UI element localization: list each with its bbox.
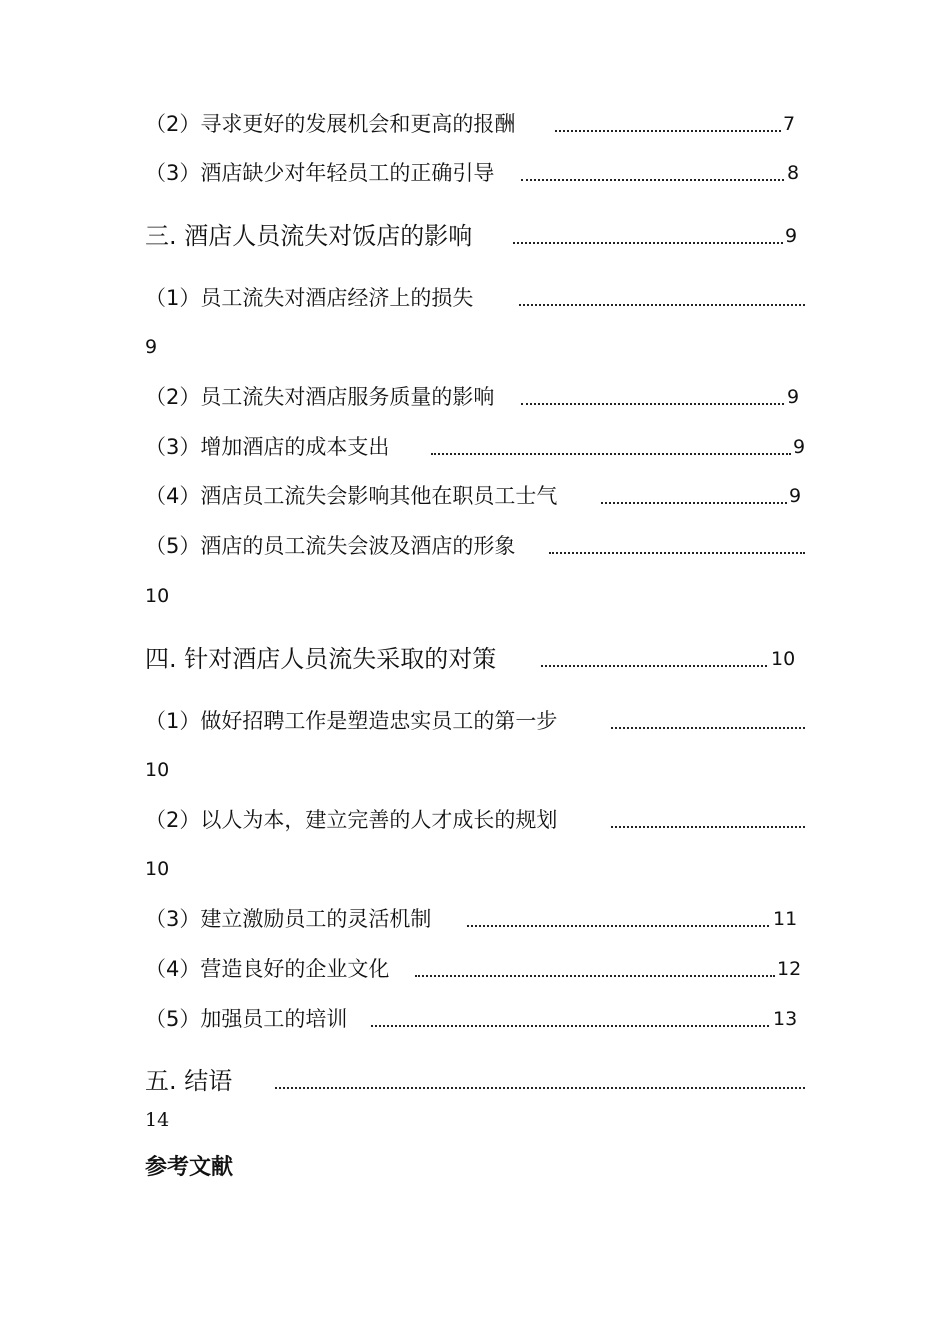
toc-entry-page: 8	[787, 162, 800, 184]
toc-entry[interactable]	[145, 1003, 805, 1035]
toc-entry-label: （3）酒店缺少对年轻员工的正确引导	[145, 161, 495, 185]
toc-entry-label: 三. 酒店人员流失对饭店的影响	[145, 222, 473, 250]
toc-entry[interactable]	[145, 953, 805, 985]
toc-entry[interactable]	[145, 804, 805, 836]
toc-entry-page: 9	[785, 225, 798, 247]
toc-entry-page: 10	[771, 648, 796, 670]
toc-entry-label: （2）以人为本，建立完善的人才成长的规划	[145, 808, 558, 832]
toc-entry[interactable]	[145, 381, 805, 413]
toc-entry-label: （4）营造良好的企业文化	[145, 957, 390, 981]
toc-entry-label: 五. 结语	[145, 1067, 233, 1095]
toc-entry[interactable]	[145, 530, 805, 562]
toc-section-heading[interactable]	[145, 643, 805, 675]
toc-entry-label: （4）酒店员工流失会影响其他在职员工士气	[145, 484, 558, 508]
dot-leader	[431, 453, 791, 455]
toc-entry-label: 四. 针对酒店人员流失采取的对策	[145, 645, 497, 673]
dot-leader	[371, 1025, 769, 1027]
toc-entry-page: 10	[145, 858, 170, 880]
dot-leader	[521, 179, 784, 181]
toc-entry-page: 9	[787, 386, 800, 408]
toc-entry-page: 9	[145, 336, 158, 358]
toc-entry-label: （5）加强员工的培训	[145, 1007, 348, 1031]
toc-entry-label: （1）做好招聘工作是塑造忠实员工的第一步	[145, 709, 558, 733]
toc-entry-page: 9	[789, 485, 802, 507]
toc-section-heading[interactable]	[145, 220, 805, 252]
toc-entry-label: （3）建立激励员工的灵活机制	[145, 907, 432, 931]
toc-entry-page: 12	[777, 958, 802, 980]
dot-leader	[521, 403, 784, 405]
toc-entry[interactable]	[145, 108, 805, 140]
toc-entry-page: 9	[793, 436, 806, 458]
toc-entry-page: 10	[145, 759, 170, 781]
toc-entry-label: （2）寻求更好的发展机会和更高的报酬	[145, 112, 516, 136]
dot-leader	[601, 502, 787, 504]
dot-leader	[611, 727, 805, 729]
toc-entry[interactable]	[145, 431, 810, 463]
toc-entry-label: （3）增加酒店的成本支出	[145, 435, 390, 459]
toc-entry-page: 14	[145, 1109, 170, 1131]
dot-leader	[415, 975, 775, 977]
toc-entry[interactable]	[145, 705, 805, 737]
toc-entry-label: （5）酒店的员工流失会波及酒店的形象	[145, 534, 516, 558]
dot-leader	[541, 665, 767, 667]
dot-leader	[513, 242, 783, 244]
dot-leader	[555, 130, 781, 132]
toc-entry-page: 13	[773, 1008, 798, 1030]
dot-leader	[519, 304, 805, 306]
dot-leader	[611, 826, 805, 828]
dot-leader	[275, 1087, 805, 1089]
toc-entry[interactable]	[145, 903, 805, 935]
toc-entry-label: （2）员工流失对酒店服务质量的影响	[145, 385, 495, 409]
toc-section-heading[interactable]	[145, 1065, 805, 1097]
dot-leader	[467, 925, 769, 927]
toc-entry[interactable]	[145, 480, 805, 512]
references-heading[interactable]: 参考文献	[145, 1155, 234, 1180]
toc-entry-page: 10	[145, 585, 170, 607]
toc-entry[interactable]	[145, 157, 805, 189]
toc-entry-label: （1）员工流失对酒店经济上的损失	[145, 286, 474, 310]
dot-leader	[549, 552, 805, 554]
toc-entry-page: 7	[783, 113, 796, 135]
toc-entry-page: 11	[773, 908, 798, 930]
toc-entry[interactable]	[145, 282, 805, 314]
